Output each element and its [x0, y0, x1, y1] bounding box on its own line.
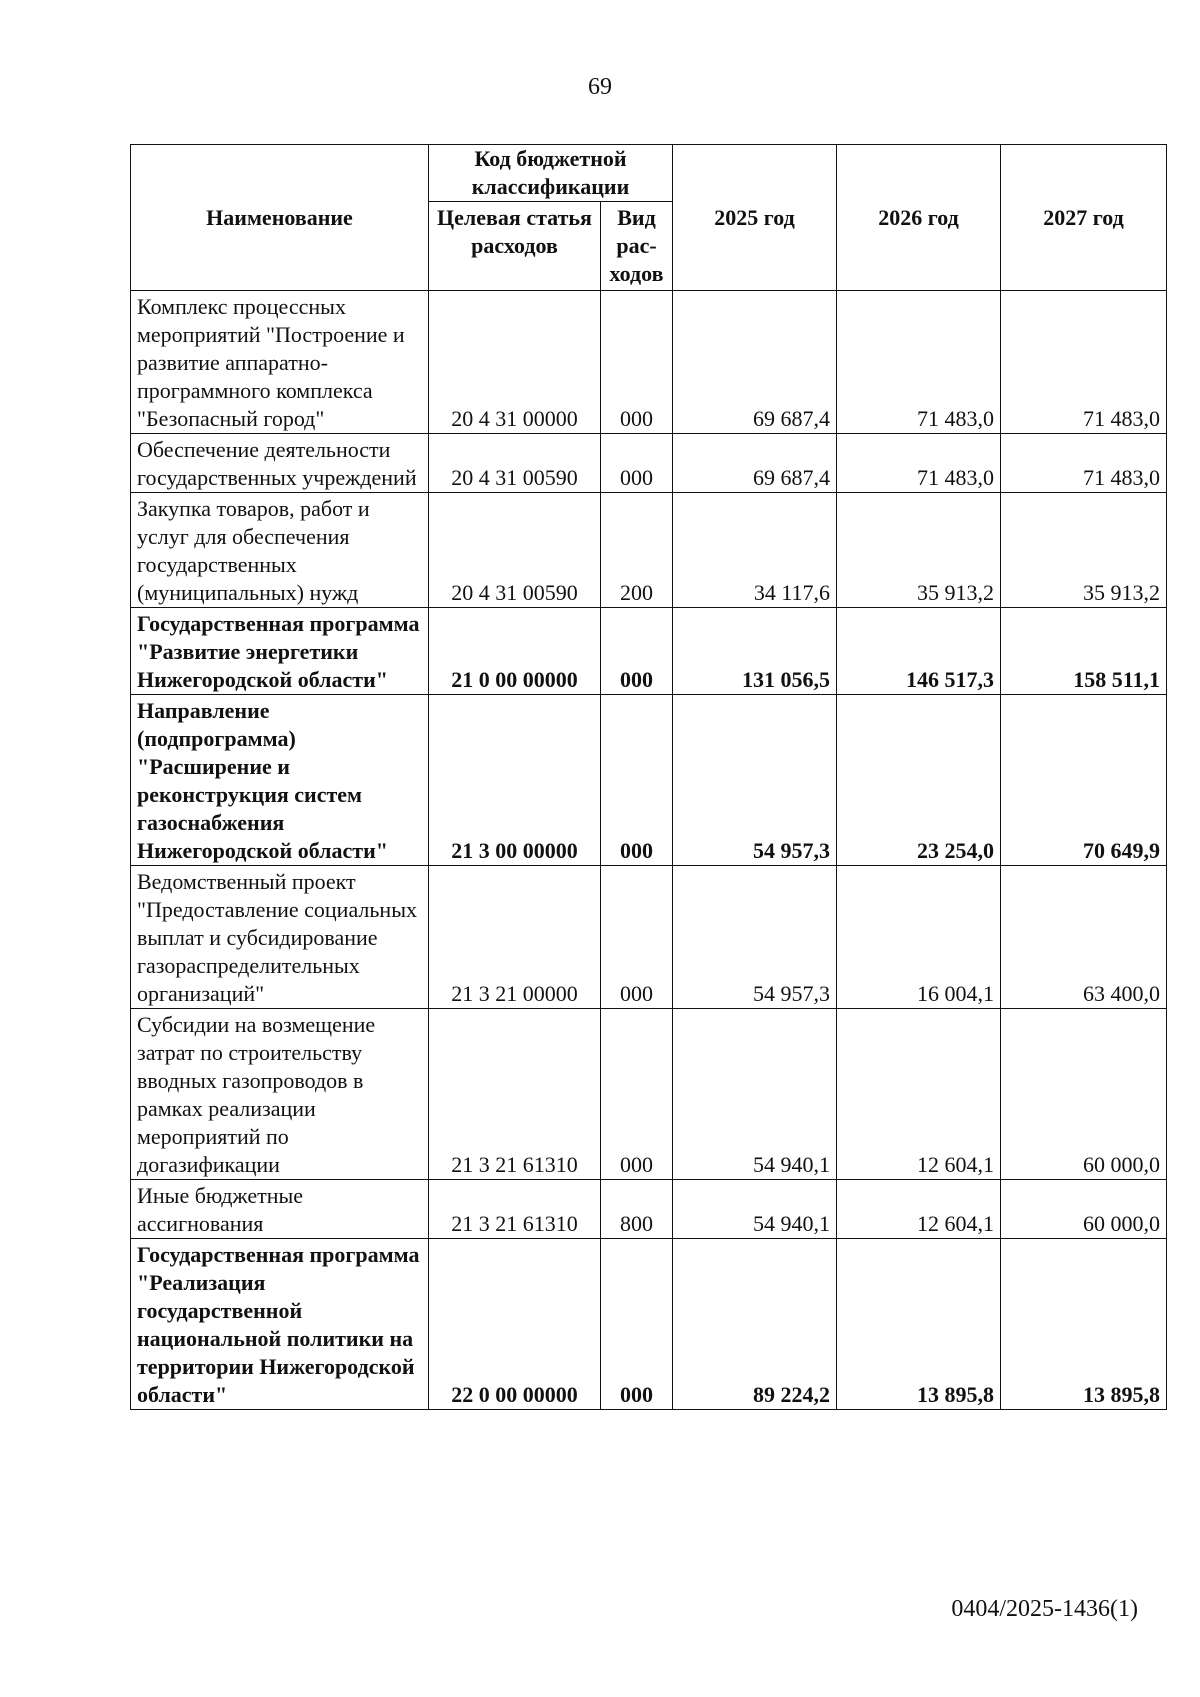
page-number: 69 [588, 74, 612, 100]
header-year-2026: 2026 год [837, 145, 1001, 291]
table-row [131, 434, 1167, 493]
row-amount-2025: 89 224,2 [673, 1239, 837, 1410]
table-row [131, 493, 1167, 608]
row-amount-2026: 12 604,1 [837, 1180, 1001, 1239]
row-amount-2026: 13 895,8 [837, 1239, 1001, 1410]
row-amount-2026: 12 604,1 [837, 1009, 1001, 1180]
row-name: Обеспечение деятельности государственных учреждений [131, 434, 429, 493]
row-target-code: 20 4 31 00000 [429, 291, 601, 434]
row-amount-2026: 146 517,3 [837, 608, 1001, 695]
row-amount-2025: 54 940,1 [673, 1009, 837, 1180]
header-name: Наименование [131, 145, 429, 291]
row-name: Ведомственный проект "Предоставление социальных выплат и субсидирование газораспределительных организаций" [131, 866, 429, 1009]
row-amount-2027: 63 400,0 [1001, 866, 1167, 1009]
table-row [131, 1239, 1167, 1410]
budget-table [130, 144, 1167, 1410]
row-name: Государственная программа "Реализация государственной национальной политики на территории Нижегородской области" [131, 1239, 429, 1410]
document-registration-code: 0404/2025-1436(1) [951, 1596, 1138, 1622]
row-amount-2025: 34 117,6 [673, 493, 837, 608]
header-year-2027: 2027 год [1001, 145, 1167, 291]
row-expense-type: 000 [601, 1239, 673, 1410]
row-amount-2026: 23 254,0 [837, 695, 1001, 866]
row-amount-2025: 69 687,4 [673, 291, 837, 434]
row-expense-type: 200 [601, 493, 673, 608]
row-expense-type: 000 [601, 608, 673, 695]
row-amount-2027: 60 000,0 [1001, 1009, 1167, 1180]
row-amount-2025: 54 940,1 [673, 1180, 837, 1239]
row-amount-2027: 71 483,0 [1001, 291, 1167, 434]
row-expense-type: 000 [601, 434, 673, 493]
table-body [131, 291, 1167, 1410]
row-amount-2025: 131 056,5 [673, 608, 837, 695]
row-amount-2026: 71 483,0 [837, 291, 1001, 434]
row-expense-type: 000 [601, 866, 673, 1009]
row-expense-type: 000 [601, 291, 673, 434]
row-name: Комплекс процессных мероприятий "Построение и развитие аппаратно-программного комплекса "Безопасный город" [131, 291, 429, 434]
row-target-code: 21 3 00 00000 [429, 695, 601, 866]
table-row [131, 1180, 1167, 1239]
row-name: Закупка товаров, работ и услуг для обеспечения государственных (муниципальных) нужд [131, 493, 429, 608]
table-row [131, 1009, 1167, 1180]
row-target-code: 21 3 21 61310 [429, 1009, 601, 1180]
header-target-article: Целевая статья расходов [429, 202, 601, 291]
header-expense-type: Вид рас-ходов [601, 202, 673, 291]
row-amount-2026: 35 913,2 [837, 493, 1001, 608]
table-row [131, 608, 1167, 695]
row-name: Направление (подпрограмма) "Расширение и реконструкция систем газоснабжения Нижегородской области" [131, 695, 429, 866]
row-expense-type: 800 [601, 1180, 673, 1239]
row-name: Субсидии на возмещение затрат по строительству вводных газопроводов в рамках реализации мероприятий по догазификации [131, 1009, 429, 1180]
row-target-code: 22 0 00 00000 [429, 1239, 601, 1410]
table-row [131, 291, 1167, 434]
row-amount-2027: 13 895,8 [1001, 1239, 1167, 1410]
table-row [131, 695, 1167, 866]
row-amount-2025: 54 957,3 [673, 695, 837, 866]
row-target-code: 20 4 31 00590 [429, 493, 601, 608]
row-target-code: 21 3 21 00000 [429, 866, 601, 1009]
row-amount-2026: 16 004,1 [837, 866, 1001, 1009]
row-name: Государственная программа "Развитие энергетики Нижегородской области" [131, 608, 429, 695]
row-target-code: 21 3 21 61310 [429, 1180, 601, 1239]
row-amount-2026: 71 483,0 [837, 434, 1001, 493]
row-amount-2027: 70 649,9 [1001, 695, 1167, 866]
header-year-2025: 2025 год [673, 145, 837, 291]
row-amount-2027: 35 913,2 [1001, 493, 1167, 608]
header-budget-classification: Код бюджетной классификации [429, 145, 673, 202]
row-expense-type: 000 [601, 695, 673, 866]
row-expense-type: 000 [601, 1009, 673, 1180]
row-name: Иные бюджетные ассигнования [131, 1180, 429, 1239]
row-amount-2025: 54 957,3 [673, 866, 837, 1009]
row-amount-2027: 158 511,1 [1001, 608, 1167, 695]
row-amount-2027: 60 000,0 [1001, 1180, 1167, 1239]
row-target-code: 21 0 00 00000 [429, 608, 601, 695]
row-amount-2027: 71 483,0 [1001, 434, 1167, 493]
row-target-code: 20 4 31 00590 [429, 434, 601, 493]
row-amount-2025: 69 687,4 [673, 434, 837, 493]
table-header [131, 145, 1167, 291]
table-row [131, 866, 1167, 1009]
